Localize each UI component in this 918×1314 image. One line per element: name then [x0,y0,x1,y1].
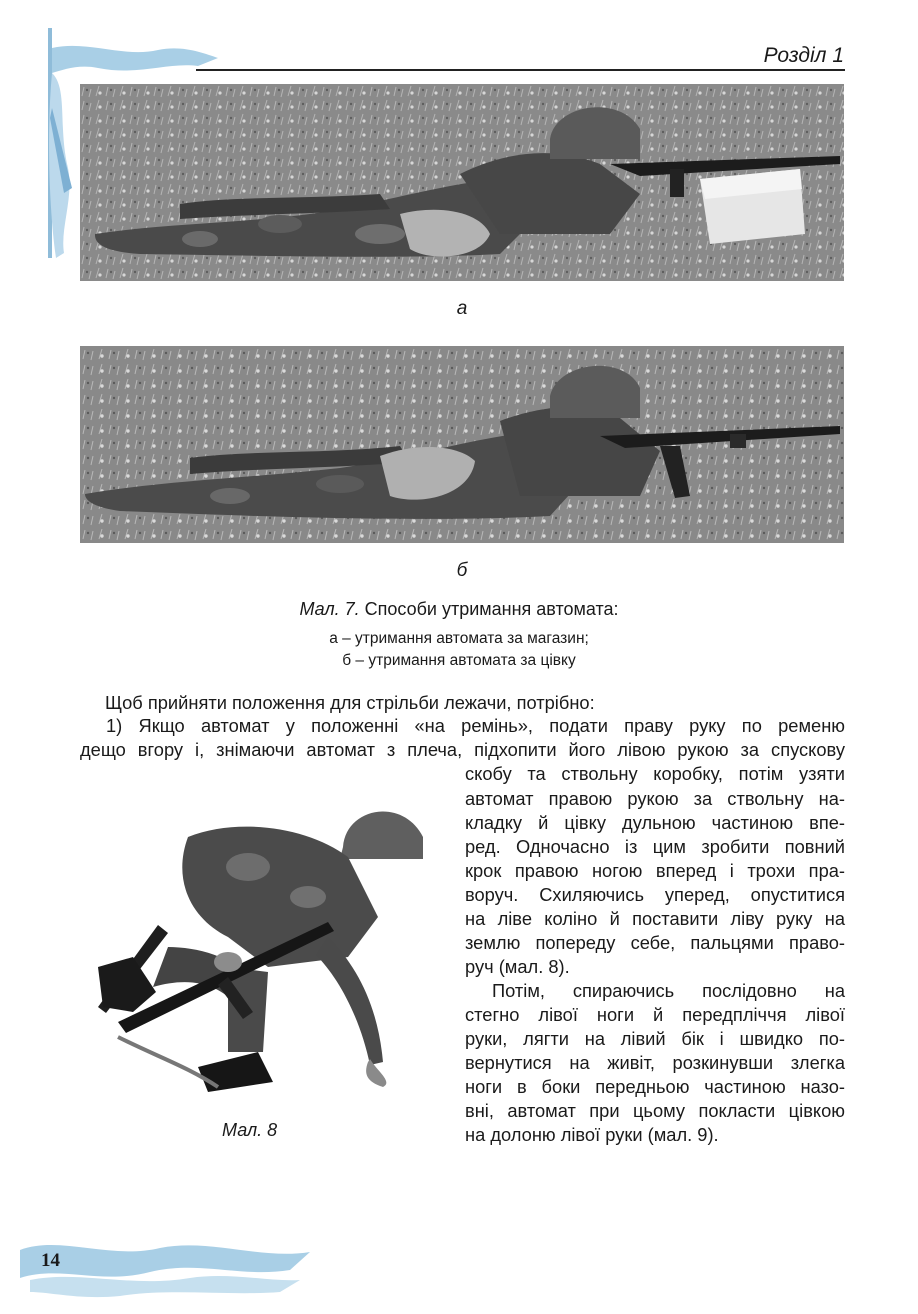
photo-b-label: б [456,560,468,581]
text-line: кладку й цівку дульною частиною впе- [465,812,845,833]
text-line: дещо вгору і, знімаючи автомат з плеча, підхопити його лівою рукою за спускову [80,739,845,760]
text-line: вні, автомат при цьому покласти цівкою [465,1100,845,1121]
decorative-wave-icon [20,1230,320,1300]
soldier-kneeling-figure [78,797,430,1097]
text-line: ред. Одночасно із цим зробити повний [465,836,845,857]
header-rule [196,69,845,71]
figure-8-caption: Мал. 8 [222,1120,278,1140]
photo-prone-handguard-grip [80,346,844,543]
text-line: руч (мал. 8). [465,956,570,977]
photo-a-label: а [456,298,468,319]
text-line: землю попереду себе, пальцями право- [465,932,845,953]
section-title: Розділ 1 [763,44,844,67]
text-line: крок правою ногою вперед і трохи пра- [465,860,845,881]
text-line: автомат правою рукою за ствольну на- [465,788,845,809]
text-line: 1) Якщо автомат у положенні «на ремінь», подати праву руку по ременю [106,715,845,736]
text-line: на долоню лівої руки (мал. 9). [465,1124,719,1145]
text-line: Потім, спираючись послідовно на [492,980,845,1001]
caption-title: Способи утримання автомата: [364,599,619,619]
caption-line-b: б – утримання автомата за цівку [342,652,576,669]
intro-paragraph: Щоб прийняти положення для стрільби лежачи, потрібно: [105,692,595,713]
figure-7-caption [0,599,918,620]
text-line: воруч. Схиляючись уперед, опуститися [465,884,845,905]
text-line: руки, лягти на лівий бік і швидко по- [465,1028,845,1049]
text-line: стегно лівої ноги й передпліччя лівої [465,1004,845,1025]
caption-prefix: Мал. 7. [299,599,360,619]
page-number: 14 [41,1250,60,1271]
text-line: на ліве коліно й поставити ліву руку на [465,908,845,929]
photo-prone-magazine-grip [80,84,844,281]
text-line: ноги в боки передньою частиною назо- [465,1076,845,1097]
text-line: вернутися на живіт, розкинувши злегка [465,1052,845,1073]
caption-line-a: а – утримання автомата за магазин; [329,630,589,647]
text-line: скобу та ствольну коробку, потім узяти [465,763,845,784]
